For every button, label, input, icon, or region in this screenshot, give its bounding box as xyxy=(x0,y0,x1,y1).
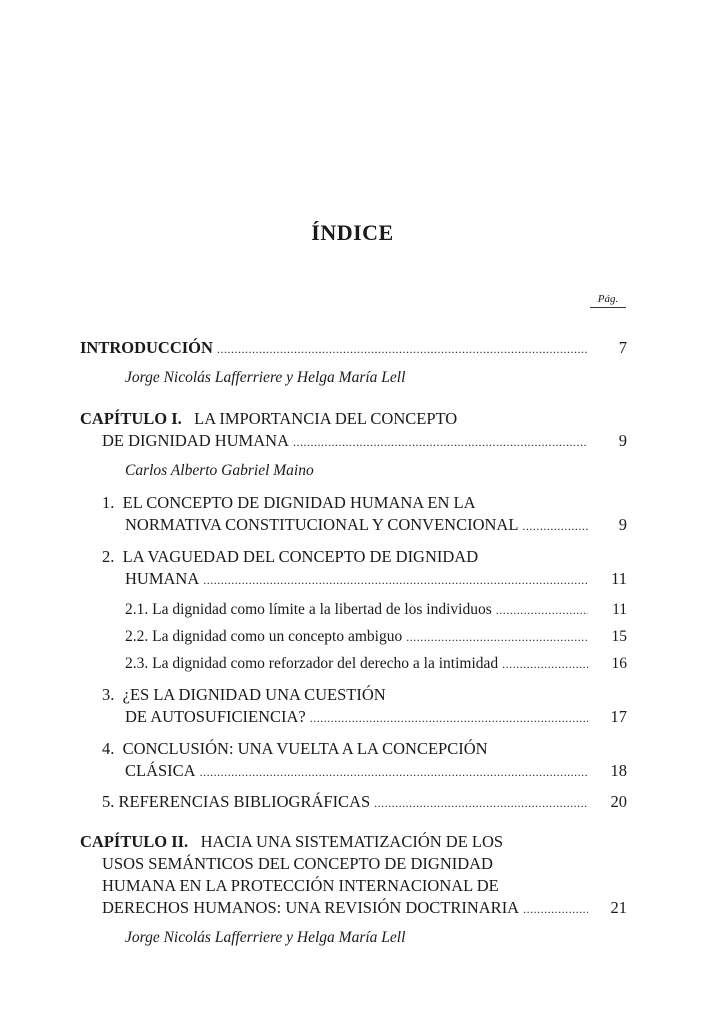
leader-dots xyxy=(217,338,588,360)
item-title-line: CLÁSICA xyxy=(125,761,196,780)
toc-subitem-2-2[interactable] xyxy=(125,626,627,648)
author-line: Jorge Nicolás Lafferriere y Helga María Lell xyxy=(125,929,406,946)
chapter-1-title-end[interactable] xyxy=(102,430,627,452)
author-line: Carlos Alberto Gabriel Maino xyxy=(125,462,314,479)
page-number: 9 xyxy=(618,515,627,534)
page-number: 11 xyxy=(612,601,627,618)
chapter-title-line: HUMANA EN LA PROTECCIÓN INTERNACIONAL DE xyxy=(102,876,499,895)
leader-dots xyxy=(293,431,588,453)
subitem-title: 2.3. La dignidad como reforzador del derecho a la intimidad xyxy=(125,655,499,672)
chapter-1-heading[interactable] xyxy=(80,408,457,430)
toc-item-2-end[interactable] xyxy=(125,568,627,590)
item-title-line: DE AUTOSUFICIENCIA? xyxy=(125,707,306,726)
toc-item-5[interactable] xyxy=(102,791,627,813)
chapter-title-line: HACIA UNA SISTEMATIZACIÓN DE LOS xyxy=(200,832,504,851)
page-number: 9 xyxy=(618,431,627,450)
page-number: 11 xyxy=(611,569,627,588)
item-title-line: LA VAGUEDAD DEL CONCEPTO DE DIGNIDAD xyxy=(122,547,479,566)
leader-dots xyxy=(203,569,588,591)
page-number: 7 xyxy=(618,338,627,357)
page-number: 20 xyxy=(610,792,627,811)
item-number: 2. xyxy=(102,547,115,566)
item-number: 1. xyxy=(102,493,115,512)
toc-item-1-end[interactable] xyxy=(125,514,627,536)
leader-dots xyxy=(406,626,588,648)
leader-dots xyxy=(522,515,588,537)
chapter-title-line: USOS SEMÁNTICOS DEL CONCEPTO DE DIGNIDAD xyxy=(102,854,493,873)
leader-dots xyxy=(523,898,588,920)
chapter-label: CAPÍTULO II. xyxy=(80,832,189,851)
toc-item-3[interactable] xyxy=(102,684,386,706)
toc-item-4-end[interactable] xyxy=(125,760,627,782)
toc-entry-label: INTRODUCCIÓN xyxy=(80,338,213,357)
page-number: 17 xyxy=(610,707,627,726)
toc-item-3-end[interactable] xyxy=(125,706,627,728)
chapter-label: CAPÍTULO I. xyxy=(80,409,182,428)
subitem-title: 2.2. La dignidad como un concepto ambiguo xyxy=(125,628,403,645)
toc-item-1[interactable] xyxy=(102,492,476,514)
item-title-line: ¿ES LA DIGNIDAD UNA CUESTIÓN xyxy=(122,685,386,704)
chapter-title-line: DE DIGNIDAD HUMANA xyxy=(102,431,289,450)
chapter-title-line: DERECHOS HUMANOS: UNA REVISIÓN DOCTRINARIA xyxy=(102,898,520,917)
item-number: 4. xyxy=(102,739,115,758)
page-number: 16 xyxy=(611,655,627,672)
toc-item-4[interactable] xyxy=(102,738,488,760)
item-title-line: EL CONCEPTO DE DIGNIDAD HUMANA EN LA xyxy=(122,493,476,512)
item-title-line: NORMATIVA CONSTITUCIONAL Y CONVENCIONAL xyxy=(125,515,519,534)
leader-dots xyxy=(496,599,588,621)
page-column-header: Pág. xyxy=(590,293,626,308)
leader-dots xyxy=(200,761,588,783)
toc-item-2[interactable] xyxy=(102,546,478,568)
item-title-line: HUMANA xyxy=(125,569,200,588)
leader-dots xyxy=(310,707,588,729)
leader-dots xyxy=(502,653,588,675)
item-number: 5. xyxy=(102,792,115,811)
author-line: Jorge Nicolás Lafferriere y Helga María Lell xyxy=(125,369,406,386)
leader-dots xyxy=(374,792,588,814)
page-title: ÍNDICE xyxy=(311,220,394,245)
page-number: 18 xyxy=(610,761,627,780)
item-title-line: REFERENCIAS BIBLIOGRÁFICAS xyxy=(118,792,371,811)
item-title-line: CONCLUSIÓN: UNA VUELTA A LA CONCEPCIÓN xyxy=(122,739,488,758)
subitem-title: 2.1. La dignidad como límite a la libertad de los individuos xyxy=(125,601,492,618)
toc-subitem-2-1[interactable] xyxy=(125,599,627,621)
chapter-2-title-end[interactable] xyxy=(102,897,627,919)
page-number: 15 xyxy=(611,628,627,645)
toc-entry-introduccion[interactable] xyxy=(80,337,627,359)
chapter-2-heading[interactable] xyxy=(80,831,503,853)
page-number: 21 xyxy=(610,898,627,917)
toc-subitem-2-3[interactable] xyxy=(125,653,627,675)
item-number: 3. xyxy=(102,685,115,704)
chapter-title-line: LA IMPORTANCIA DEL CONCEPTO xyxy=(194,409,458,428)
